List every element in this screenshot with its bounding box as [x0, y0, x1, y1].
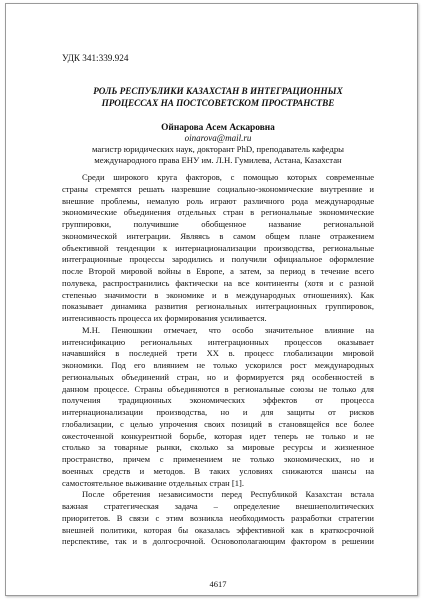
body-line: пространство, причем с применением не только экономических, но и — [62, 454, 374, 464]
body-line: Среди широкого круга факторов, с помощью которых современные — [82, 172, 374, 182]
article-body — [62, 172, 374, 548]
body-line: экономические объединения отдельных стран в региональные экономические — [62, 207, 374, 218]
body-line: показывает динамика развития региональных интеграционных группировок, — [62, 301, 374, 312]
body-line: интеграционные процессы зародились и получили официальное оформление — [62, 254, 374, 265]
body-line: страны стремятся решать назревшие социально-экономические внутренние и — [62, 183, 374, 194]
article-title — [62, 85, 374, 109]
body-line: объективной тенденции к интернационализации производства, региональные — [62, 242, 374, 253]
body-line: важная стратегическая задача – определение внешнеполитических — [62, 501, 374, 511]
body-line: столько за товарные рынки, сколько за мировые ресурсы и жизненное — [62, 442, 374, 453]
body-line: полувека, распространились фактически на все континенты (хотя и с разной — [62, 277, 374, 288]
body-line: самостоятельное выживание отдельных стран [1]. — [62, 477, 244, 488]
body-line: региональных объединений стран, но и формируется ряд особенностей в — [62, 371, 374, 382]
body-line: внешней политики, которая бы оказалась эффективной как в краткосрочной — [62, 524, 374, 535]
body-line: интернационализации производства, но и для защиты от рисков — [62, 407, 374, 417]
body-line: группировки, получившие обобщенное название региональной — [62, 219, 374, 229]
body-line: перспективе, так и в долгосрочной. Основополагающим фактором в решении — [62, 536, 374, 547]
body-line: интенсификацию региональных интеграционных процессов оказывает — [62, 336, 374, 347]
body-line: глобализации, с целью упрочения своих позиций в становящейся все более — [62, 418, 374, 429]
body-line: военных средств и методов. В таких условиях снижаются шансы на — [62, 465, 374, 476]
affiliation-line-1: магистр юридических наук, докторант PhD, преподаватель кафедры — [91, 144, 345, 154]
body-line: после Второй мировой войны в Европе, а затем, за период в течение всего — [62, 266, 374, 276]
author-affiliation — [62, 144, 374, 166]
body-line: степенью значимости в экономике и в международных отношениях). Как — [62, 289, 374, 300]
author-email: oinarova@mail.ru — [184, 133, 252, 143]
body-line: приоритетов. В связи с этим возникла необходимость разработки стратегии — [62, 512, 374, 523]
article-title-line-1: РОЛЬ РЕСПУБЛИКИ КАЗАХСТАН В ИНТЕГРАЦИОННЫХ — [93, 86, 343, 96]
body-line: внешние проблемы, немалую роль играют различного рода международные — [62, 195, 374, 206]
body-line: данном процессе. Страны объединяются в региональные союзы не только для — [62, 383, 374, 394]
article-title-line-2: ПРОЦЕССАХ НА ПОСТСОВЕТСКОМ ПРОСТРАНСТВЕ — [101, 98, 335, 108]
body-line: экономики. Под его влиянием не только ускорился рост международных — [62, 360, 374, 370]
udc-code: УДК 341:339.924 — [62, 53, 129, 63]
body-line: экономической интеграции. Являясь в самом общем плане отражением — [62, 230, 374, 241]
paper-page — [5, 3, 418, 596]
body-line: ожесточенной конкурентной борьбе, которая идет теперь не только и не — [62, 430, 374, 441]
page-number: 4617 — [209, 579, 227, 589]
author-name: Ойнарова Асем Аскаровна — [161, 123, 275, 133]
body-line: После обретения независимости перед Республикой Казахстан встала — [82, 489, 374, 500]
affiliation-line-2: международного права ЕНУ им. Л.Н. Гумилева, Астана, Казахстан — [94, 155, 342, 166]
body-line: получения традиционных экономических эффектов от процесса — [62, 395, 374, 406]
body-line: начавшийся в последней трети XX в. процесс глобализации мировой — [62, 348, 374, 359]
body-line: интенсивность процесса их формирования усиливается. — [62, 313, 267, 323]
body-line: М.Н. Пенюшкин отмечает, что особо значительное влияние на — [82, 324, 374, 335]
